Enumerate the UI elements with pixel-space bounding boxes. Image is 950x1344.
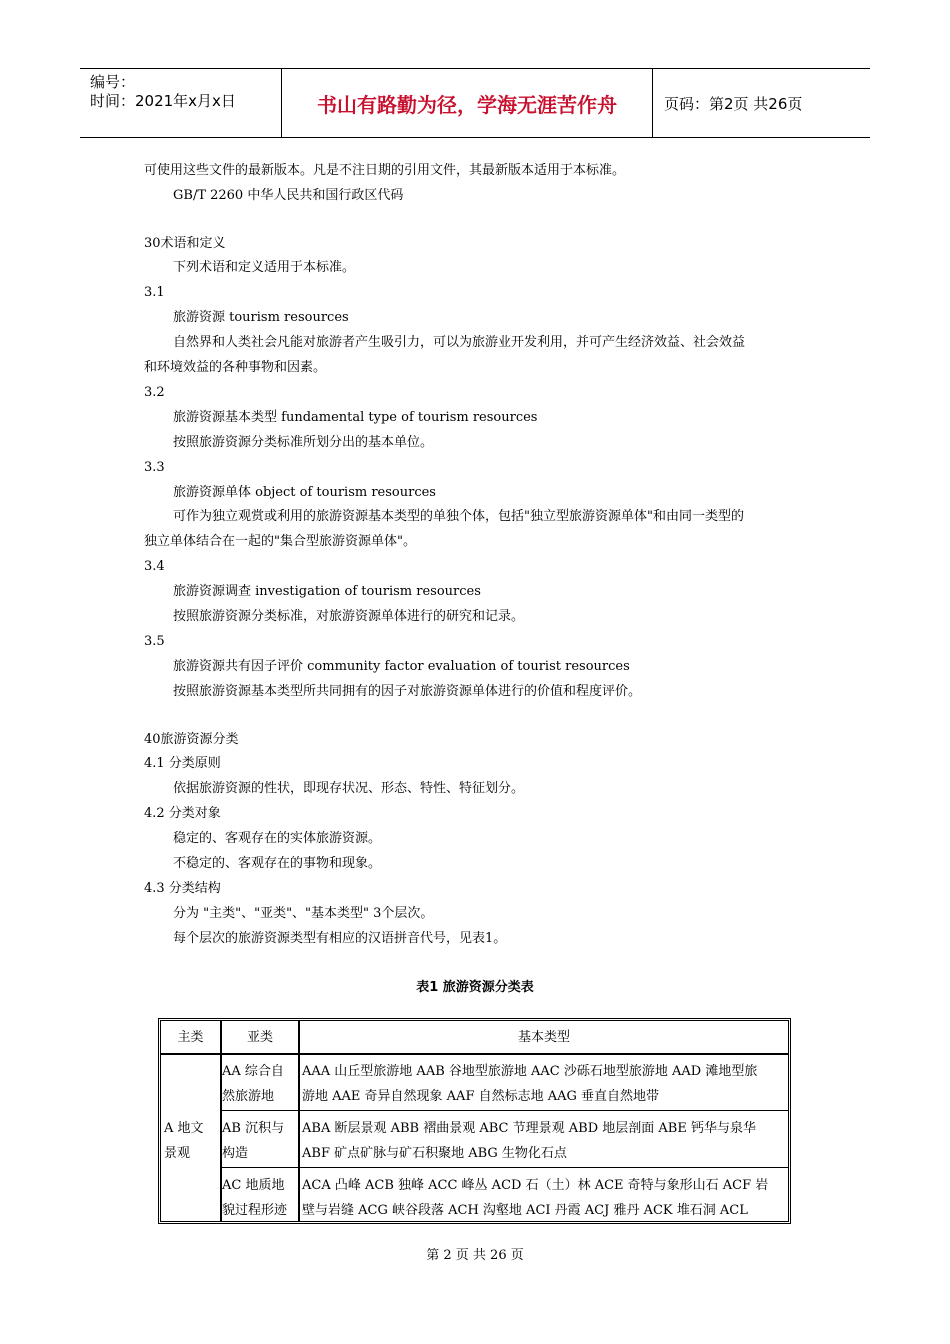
header-page-info: 页码：第2页 共26页 [664,94,803,113]
classification-table [158,1018,791,1224]
section-heading: 30术语和定义 [144,236,226,251]
table-caption: 表1 旅游资源分类表 [416,980,534,995]
definition-line: 可作为独立观赏或利用的旅游资源基本类型的单独个体，包括"独立型旅游资源单体"和由同一类型的 [173,509,744,524]
section-heading: 40旅游资源分类 [144,732,239,747]
clause-heading: 4.2 分类对象 [144,806,221,821]
basic-type-line: ACA 凸峰 ACB 独峰 ACC 峰丛 ACD 石（土）林 ACE 奇特与象形山石 ACF 岩 [302,1178,769,1193]
clause-number: 3.5 [144,634,165,649]
sub-class-line: AA 综合自 [222,1064,284,1079]
header-meta [80,69,282,137]
basic-type-line: 游地 AAE 奇异自然现象 AAF 自然标志地 AAG 垂直自然地带 [302,1089,660,1104]
table-row-rule [220,1110,788,1111]
definition-line: 独立单体结合在一起的"集合型旅游资源单体"。 [144,534,416,549]
definition-line: 自然界和人类社会凡能对旅游者产生吸引力，可以为旅游业开发利用，并可产生经济效益、社会效益 [173,335,746,350]
basic-type-line: 壁与岩缝 ACG 峡谷段落 ACH 沟壑地 ACI 丹霞 ACJ 雅丹 ACK 堆石洞 ACL [302,1203,748,1218]
term-line: 旅游资源 tourism resources [173,310,349,325]
reference-line: GB/T 2260 中华人民共和国行政区代码 [173,188,404,203]
page-footer: 第 2 页 共 26 页 [426,1248,524,1263]
clause-number: 3.4 [144,559,165,574]
body-line: 依据旅游资源的性状，即现存状况、形态、特性、特征划分。 [173,781,525,796]
body-line: 下列术语和定义适用于本标准。 [173,260,356,275]
term-line: 旅游资源调查 investigation of tourism resources [173,584,481,599]
doc-number-label: 编号： [90,73,136,91]
basic-type-line: AAA 山丘型旅游地 AAB 谷地型旅游地 AAC 沙砾石地型旅游地 AAD 滩地型旅 [302,1064,758,1079]
doc-date-label: 时间：2021年x月x日 [90,92,236,110]
table-header-sub-class: 亚类 [246,1030,273,1045]
sub-class-line: 貌过程形迹 [222,1203,288,1218]
sub-class-line: 构造 [222,1146,249,1161]
basic-type-line: ABF 矿点矿脉与矿石积聚地 ABG 生物化石点 [302,1146,567,1161]
definition-line: 按照旅游资源基本类型所共同拥有的因子对旅游资源单体进行的价值和程度评价。 [173,684,642,699]
term-line: 旅游资源基本类型 fundamental type of tourism resources [173,410,538,425]
body-line: 稳定的、客观存在的实体旅游资源。 [173,831,382,846]
header-motto: 书山有路勤为径，学海无涯苦作舟 [282,69,653,137]
body-line: 可使用这些文件的最新版本。凡是不注日期的引用文件，其最新版本适用于本标准。 [144,163,626,178]
term-line: 旅游资源单体 object of tourism resources [173,485,436,500]
body-line: 分为 "主类"、"亚类"、"基本类型" 3个层次。 [173,906,434,921]
clause-heading: 4.3 分类结构 [144,881,221,896]
sub-class-line: AB 沉积与 [222,1121,285,1136]
clause-heading: 4.1 分类原则 [144,756,221,771]
body-line: 每个层次的旅游资源类型有相应的汉语拼音代号，见表1。 [173,931,507,946]
main-class-line: A 地文 [164,1121,204,1136]
sub-class-line: AC 地质地 [222,1178,285,1193]
basic-type-line: ABA 断层景观 ABB 褶曲景观 ABC 节理景观 ABD 地层剖面 ABE 钙华与泉华 [302,1121,756,1136]
table-header-main-class: 主类 [177,1030,204,1045]
body-line: 不稳定的、客观存在的事物和现象。 [173,856,382,871]
clause-number: 3.3 [144,460,165,475]
table-header-basic-type: 基本类型 [517,1030,570,1045]
table-row-rule [220,1167,788,1168]
definition-line: 和环境效益的各种事物和因素。 [144,360,327,375]
table-header-rule [161,1053,788,1055]
definition-line: 按照旅游资源分类标准所划分出的基本单位。 [173,435,434,450]
clause-number: 3.1 [144,285,165,300]
page-header [80,68,870,138]
definition-line: 按照旅游资源分类标准，对旅游资源单体进行的研究和记录。 [173,609,525,624]
table-divider [298,1021,300,1221]
sub-class-line: 然旅游地 [222,1089,275,1104]
clause-number: 3.2 [144,385,165,400]
main-class-line: 景观 [164,1146,191,1161]
term-line: 旅游资源共有因子评价 community factor evaluation of tourist resources [173,659,630,674]
